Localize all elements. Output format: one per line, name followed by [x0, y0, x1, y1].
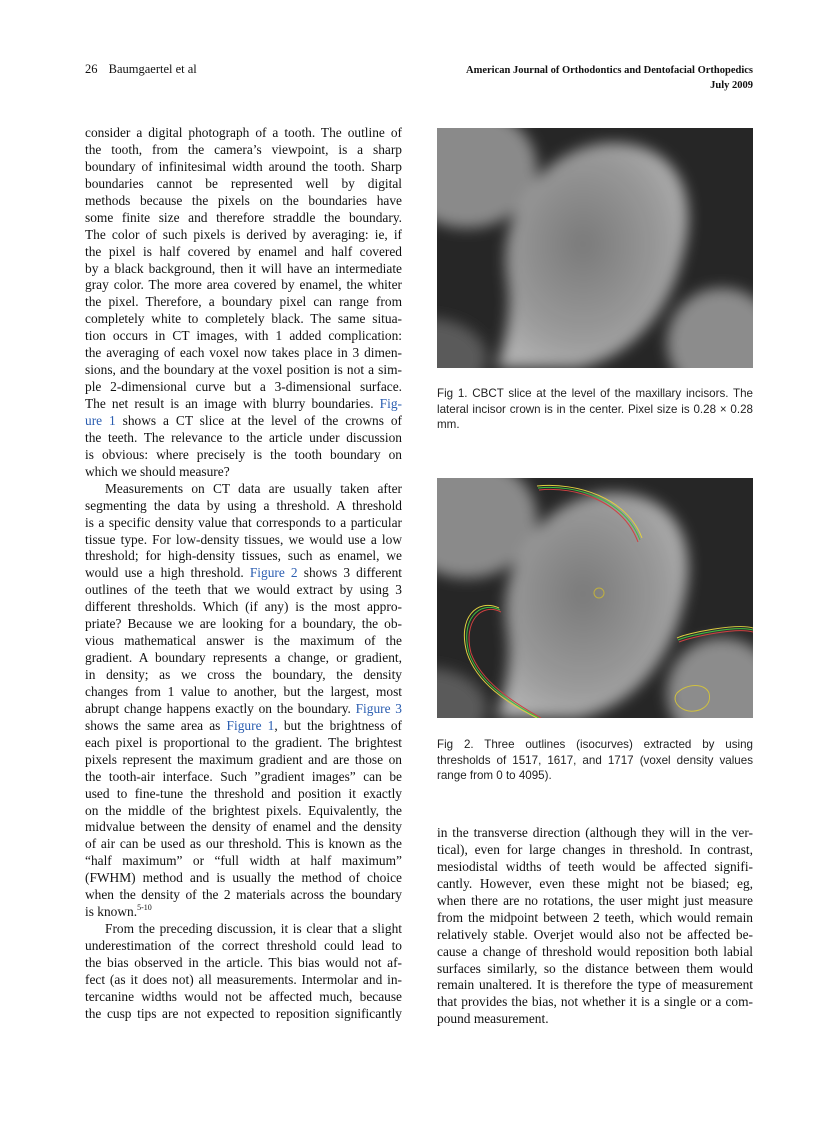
text-segment: pound measurement. [437, 1011, 549, 1027]
text-line [85, 887, 402, 904]
text-segment: by a black background, then it will have an intermediate [85, 260, 402, 276]
text-segment: threshold; for high-density tissues, such as enamel, we [85, 548, 402, 564]
text-line [85, 227, 402, 244]
text-segment: priate? Because we are looking for a boundary, the ob- [85, 616, 402, 632]
text-line [85, 159, 402, 176]
text-line [85, 142, 402, 159]
text-line [85, 1006, 402, 1023]
figure-reference-link[interactable]: Figure 1 [226, 717, 275, 733]
text-segment: surfaces similarly, so the distance between them would [437, 960, 753, 976]
text-line [85, 904, 402, 921]
text-line [85, 379, 402, 396]
text-segment: remain unaltered. It is therefore the type of measurement [437, 977, 753, 993]
text-line [85, 430, 402, 447]
text-line [85, 548, 402, 565]
text-segment: fect (as it does not) all measurements. Intermolar and in- [85, 971, 402, 987]
text-segment: The net result is an image with blurry boundaries. [85, 396, 380, 411]
text-line [85, 921, 402, 938]
text-segment: relatively stable. Overjet would also not be affected be- [437, 926, 753, 942]
figure-2-outlines-image [437, 478, 753, 718]
text-segment: The color of such pixels is derived by averaging: ie, if [85, 226, 402, 242]
text-line [85, 277, 402, 294]
text-line [85, 345, 402, 362]
figure-reference-link[interactable]: Figure 2 [249, 565, 298, 581]
text-segment: ple 2-dimensional curve but a 3-dimensional surface. [85, 379, 402, 395]
text-line [85, 938, 402, 955]
text-line [85, 244, 402, 261]
text-segment: mesiodistal widths of teeth would be affected signifi- [437, 858, 753, 874]
figure-reference-link[interactable]: Fig- [379, 396, 402, 411]
text-line [85, 261, 402, 278]
text-line [437, 944, 753, 961]
text-segment: “half maximum” or “full width at half maximum” [85, 853, 402, 869]
journal-title: American Journal of Orthodontics and Dentofacial Orthopedics [466, 65, 753, 76]
text-line [85, 498, 402, 515]
text-segment: some finite size and therefore straddle the boundary. [85, 209, 402, 225]
text-line [85, 396, 402, 413]
text-line [85, 582, 402, 599]
text-line [437, 961, 753, 978]
figure-1-cbct-image [437, 128, 753, 368]
figure-1-caption: Fig 1. CBCT slice at the level of the maxillary incisors. The lateral incisor crown is in the center. Pixel size is 0.28 × 0.28 mm. [437, 387, 753, 431]
text-line [437, 1011, 753, 1028]
text-segment: when there are no rotations, the user might just measure [437, 892, 753, 908]
text-segment: tion occurs in CT images, with 1 added complication: [85, 328, 402, 344]
text-line [85, 955, 402, 972]
text-line [85, 819, 402, 836]
text-segment: consider a digital photograph of a tooth. The outline of [85, 125, 402, 140]
text-line [85, 210, 402, 227]
text-segment: boundary of infinitesimal width around the tooth. Sharp [85, 158, 402, 174]
citation-superscript: 5-10 [137, 903, 152, 913]
text-segment: abrupt change happens exactly on the boundary. [85, 700, 356, 716]
text-line [85, 311, 402, 328]
text-segment: the tooth-air interface. Such ”gradient images” can be [85, 768, 402, 784]
text-line [85, 870, 402, 887]
text-segment: shows 3 different [297, 565, 403, 581]
text-segment: shows the same area as [85, 717, 227, 733]
text-segment: used to fine-tune the threshold and position it exactly [85, 785, 402, 801]
text-line [85, 362, 402, 379]
left-column-text [85, 125, 402, 1023]
text-line [85, 532, 402, 549]
page-number: 26 [85, 62, 98, 76]
text-segment: cause a change of threshold would reposition both labial [437, 943, 753, 959]
text-line [85, 769, 402, 786]
text-segment: methods because the pixels on the boundaries have [85, 192, 402, 208]
text-line [85, 515, 402, 532]
text-segment: gray color. The more area covered by enamel, the whiter [85, 277, 402, 293]
text-segment: different thresholds. Which (if any) is the most appro- [85, 599, 402, 615]
text-segment: in the transverse direction (although they will in the ver- [437, 825, 753, 840]
text-line [85, 599, 402, 616]
text-segment: the teeth. The relevance to the article under discussion [85, 429, 402, 445]
text-line [85, 853, 402, 870]
text-line [85, 718, 402, 735]
text-segment: the tooth, from the camera’s viewpoint, is a sharp [85, 141, 402, 157]
text-segment: , but the brightness of [274, 717, 402, 733]
text-line [85, 786, 402, 803]
text-segment: (FWHM) method and is usually the method of choice [85, 870, 402, 886]
text-segment: gradient. A boundary represents a change, or gradient, [85, 650, 402, 666]
text-line [85, 447, 402, 464]
text-segment: segmenting the data by using a threshold. A threshold [85, 497, 402, 513]
text-segment: would use a high threshold. [85, 565, 250, 581]
text-line [437, 876, 753, 893]
text-segment: tercanine widths would not be affected much, because [85, 988, 402, 1004]
text-line [85, 972, 402, 989]
text-segment: the pixel. Therefore, a boundary pixel can range from [85, 294, 402, 310]
right-column-text [437, 825, 753, 1028]
text-line [85, 176, 402, 193]
text-line [85, 684, 402, 701]
running-header-right [466, 63, 753, 93]
text-segment: Measurements on CT data are usually taken after [105, 480, 402, 496]
text-line [85, 701, 402, 718]
text-segment: tissue type. For low-density tissues, we would use a low [85, 531, 402, 547]
text-line [85, 193, 402, 210]
text-line [437, 927, 753, 944]
text-line [85, 836, 402, 853]
text-segment: midvalue between the density of enamel and the density [85, 819, 402, 835]
text-segment: completely white to completely black. The same situa- [85, 311, 402, 327]
text-line [437, 842, 753, 859]
text-line [437, 859, 753, 876]
figure-reference-link[interactable]: ure 1 [85, 412, 116, 428]
text-segment: the bias observed in the article. This bias would not af- [85, 954, 402, 970]
text-segment: shows a CT slice at the level of the crowns of [115, 412, 402, 428]
text-line [85, 413, 402, 430]
text-line [437, 977, 753, 994]
text-line [85, 294, 402, 311]
figure-reference-link[interactable]: Figure 3 [355, 700, 402, 716]
text-segment: is known. [85, 904, 138, 920]
text-segment: vious mathematical answer is the maximum of the [85, 633, 402, 649]
text-line [85, 735, 402, 752]
text-line [85, 633, 402, 650]
text-segment: boundaries cannot be represented well by digital [85, 175, 402, 191]
text-segment: underestimation of the correct threshold could lead to [85, 938, 402, 953]
text-segment: the pixel is half covered by enamel and half covered [85, 243, 402, 259]
text-line [85, 616, 402, 633]
text-line [437, 910, 753, 927]
text-segment: is obvious: where precisely is the tooth boundary on [85, 446, 402, 462]
issue-date: July 2009 [710, 80, 753, 91]
text-segment: each pixel is proportional to the gradient. The brightest [85, 734, 402, 750]
text-line [85, 125, 402, 142]
text-segment: on the middle of the brightest pixels. Equivalently, the [85, 802, 402, 818]
text-segment: sions, and the boundary at the voxel position is not a sim- [85, 362, 402, 378]
text-line [437, 825, 753, 842]
text-segment: pixels represent the maximum gradient and are those on [85, 751, 402, 767]
text-line [85, 565, 402, 582]
text-line [437, 994, 753, 1011]
authors: Baumgaertel et al [108, 62, 197, 76]
text-segment: is a specific density value that corresponds to a particular [85, 514, 402, 530]
figure-2-caption: Fig 2. Three outlines (isocurves) extracted by using thresholds of 1517, 1617, and 1717 (voxel density values range from 0 to 4095). [437, 738, 753, 782]
text-segment: of air can be used as our threshold. This is known as the [85, 836, 402, 852]
text-segment: the cusp tips are not expected to reposition significantly [85, 1005, 402, 1021]
text-segment: from the midpoint between 2 teeth, which would remain [437, 909, 753, 925]
text-segment: cantly. However, even these might not be biased; eg, [437, 875, 753, 891]
text-segment: From the preceding discussion, it is clear that a slight [105, 921, 402, 937]
text-line [85, 650, 402, 667]
text-segment: the averaging of each voxel now takes place in 3 dimen- [85, 345, 402, 361]
text-line [85, 752, 402, 769]
text-segment: changes from 1 value to another, but the largest, most [85, 683, 402, 699]
text-line [85, 989, 402, 1006]
text-line [85, 464, 402, 481]
text-segment: in density; as we cross the boundary, the density [85, 667, 402, 682]
text-line [85, 803, 402, 820]
text-segment: which we should measure? [85, 463, 230, 479]
text-line [85, 481, 402, 498]
text-line [85, 328, 402, 345]
text-segment: tical), even for large changes in threshold. In contrast, [437, 841, 753, 857]
text-segment: that provides the bias, not whether it is a single or a com- [437, 994, 753, 1010]
text-segment: outlines of the teeth that we would extract by using 3 [85, 582, 402, 598]
text-segment: when the density of the 2 materials across the boundary [85, 887, 402, 903]
running-header-left [85, 62, 197, 77]
text-line [85, 667, 402, 684]
text-line [437, 893, 753, 910]
